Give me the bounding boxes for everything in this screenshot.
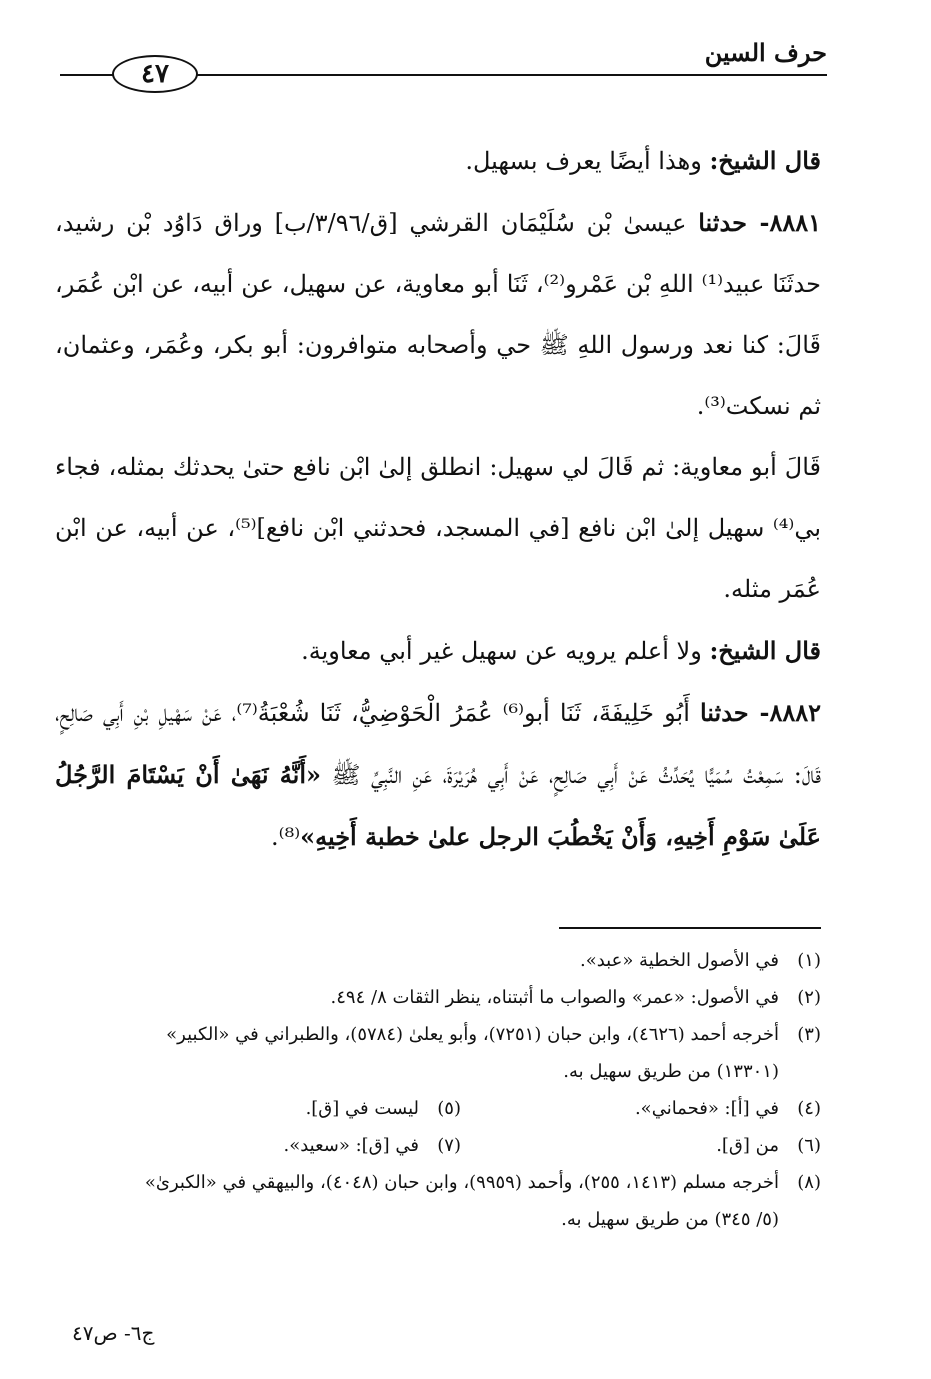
hadith-8881 — [55, 192, 821, 437]
footnote-text: ليست في [ق]. — [305, 1098, 419, 1119]
footnote-8 — [55, 1164, 821, 1201]
footnote-text: في [ق]: «سعيد». — [283, 1135, 419, 1156]
footnote-text: من [ق]. — [716, 1135, 779, 1156]
footnote-text: في الأصول الخطية «عبد». — [579, 950, 779, 971]
hadith-number: ٨٨٨٢- — [759, 698, 821, 727]
haddathana-label: حدثنا — [698, 208, 760, 237]
footnote-2 — [55, 979, 821, 1016]
footnote-number: (٤) — [797, 1098, 821, 1119]
footnote-number: (٢) — [797, 987, 821, 1008]
footnote-number: (٥) — [437, 1098, 461, 1119]
hadith-number: ٨٨٨١- — [759, 208, 821, 237]
sheikh-label: قال الشيخ: — [709, 146, 821, 175]
footnote-5 — [101, 1090, 461, 1127]
sheikh-label: قال الشيخ: — [709, 636, 821, 665]
footnote-8-continuation: (٥/ ٣٤٥) من طريق سهيل به. — [561, 1209, 779, 1230]
footnote-number: (٧) — [437, 1135, 461, 1156]
footnote-number: (٣) — [797, 1024, 821, 1045]
footnote-1 — [55, 942, 821, 979]
footnote-4 — [461, 1090, 821, 1127]
paragraph-text: قَالَ أبو معاوية: ثم قَالَ لي سهيل: انطلق إلىٰ ابْن نافع حتىٰ يحدثك بمثله، فجاء بي⁽⁴⁾ سهيل إلىٰ ابْن نافع [في المسجد، فحدثني ابْن نافع]⁽⁵⁾، عن أبيه، عن ابْن عُمَر مثله. — [55, 453, 821, 603]
footnote-row-6-7 — [55, 1127, 821, 1164]
hadith-8882 — [55, 682, 821, 868]
paragraph-3 — [55, 437, 821, 620]
footnote-7 — [101, 1127, 461, 1164]
footnote-number: (٦) — [797, 1135, 821, 1156]
section-title: حرف السين — [704, 38, 827, 67]
footnotes — [55, 942, 821, 1238]
footnote-row-4-5 — [55, 1090, 821, 1127]
volume-page-reference: ج٦- ص٤٧ — [72, 1321, 155, 1345]
paragraph-1 — [55, 130, 821, 192]
footnote-rule — [559, 927, 821, 929]
paragraph-text: وهذا أيضًا يعرف بسهيل. — [465, 147, 710, 175]
footnote-number: (٨) — [797, 1172, 821, 1193]
main-text — [55, 130, 821, 868]
footnote-text: أخرجه مسلم (١٤١٣، ٢٥٥)، وأحمد (٩٩٥٩)، وابن حبان (٤٠٤٨)، والبيهقي في «الكبرىٰ» — [144, 1172, 779, 1193]
hadith-text: عيسىٰ بْن سُلَيْمَان القرشي [ق/٣/٩٦/ب] وراق دَاوُد بْن رشيد، حدثَنَا عبيد⁽¹⁾ اللهِ بْن عَمْرو⁽²⁾، ثَنَا أبو معاوية، عن سهيل، عن أبيه، عن ابْن عُمَر، قَالَ: كنا نعد ورسول اللهِ ﷺ حي وأصحابه متوافرون: أبو بكر، وعُمَر، وعثمان، ثم نسكت⁽³⁾. — [55, 209, 821, 420]
hadith-tail: ⁽⁸⁾. — [271, 823, 301, 851]
footnote-text: في الأصول: «عمر» والصواب ما أثبتناه، ينظر الثقات ٨/ ٤٩٤. — [330, 987, 779, 1008]
hadith-quote: «أَنَّهُ نَهَىٰ أَنْ يَسْتَامَ الرَّجُلُ عَلَىٰ سَوْمِ أَخِيهِ، وَأَنْ يَخْطُبَ الرجل علىٰ خطبة أَخِيهِ» — [55, 760, 821, 851]
footnote-3-continuation: (١٣٣٠١) من طريق سهيل به. — [563, 1061, 779, 1082]
footnote-text: أخرجه أحمد (٤٦٢٦)، وابن حبان (٧٢٥١)، وأبو يعلىٰ (٥٧٨٤)، والطبراني في «الكبير» — [166, 1024, 779, 1045]
hadith-text: أَبُو خَلِيفَةَ، ثَنَا أبو⁽⁶⁾ عُمَرُ الْحَوْضِيُّ، ثَنَا شُعْبَةُ⁽⁷⁾، عَنْ سَهْيلِ بْنِ أَبِي صَالِحٍ، قَالَ: سَمِعْتُ سُمَيًّا يُحَدِّثُ عَنْ أَبِي صَالِحٍ، عَنْ أَبِي هُرَيْرَةَ، عَنِ النَّبِيِّ ﷺ — [55, 699, 821, 789]
footnote-text: في [أ]: «فحماني». — [634, 1098, 779, 1119]
footnote-6 — [461, 1127, 821, 1164]
page-number-badge: ٤٧ — [112, 55, 198, 93]
paragraph-4 — [55, 620, 821, 682]
footnote-number: (١) — [797, 950, 821, 971]
haddathana-label: حدثنا — [699, 698, 760, 727]
paragraph-text: ولا أعلم يرويه عن سهيل غير أبي معاوية. — [301, 637, 710, 665]
footnote-3 — [55, 1016, 821, 1053]
